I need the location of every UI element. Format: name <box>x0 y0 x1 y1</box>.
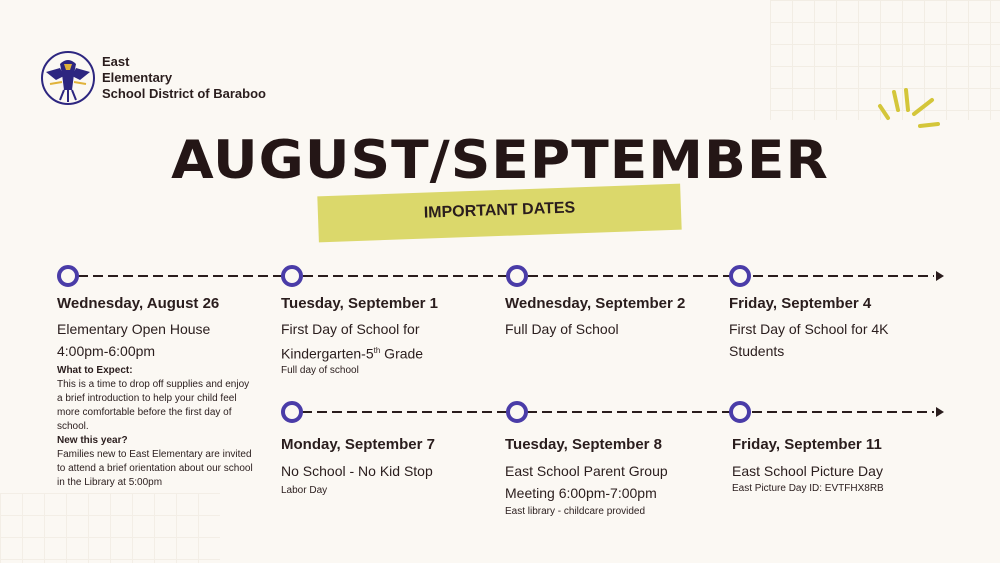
expect-label: What to Expect: <box>57 365 133 376</box>
event-note: East Picture Day ID: EVTFHX8RB <box>732 483 884 494</box>
event-title-line: First Day of School for <box>281 321 420 337</box>
background-grid-bottom <box>0 493 220 563</box>
event-title <box>281 318 423 365</box>
event-title-line: Elementary Open House <box>57 321 211 337</box>
school-name-line2: Elementary <box>102 70 173 85</box>
school-name-line1: East <box>102 54 130 69</box>
event-title-line: 4:00pm-6:00pm <box>57 343 156 359</box>
expect-text: This is a time to drop off supplies and enjoy a brief introduction to help your child feel more comfortable before the first day of school. <box>57 379 250 432</box>
sparkle-icon <box>876 88 942 146</box>
school-name <box>102 54 266 102</box>
event-date: Tuesday, September 8 <box>505 436 663 453</box>
timeline-node <box>283 267 301 285</box>
event-title <box>57 318 210 362</box>
event-note: Labor Day <box>281 485 328 496</box>
new-text: Families new to East Elementary are invited to attend a brief orientation about our school in the Library at 5:00pm <box>57 449 253 488</box>
event-note: Full day of school <box>281 365 359 376</box>
timeline-node <box>59 267 77 285</box>
event-details <box>57 364 257 490</box>
eagle-logo-icon <box>40 50 96 106</box>
page-title: AUGUST/SEPTEMBER <box>171 129 829 191</box>
timeline-node <box>283 403 301 421</box>
timeline-node <box>731 403 749 421</box>
event-title-line: Meeting 6:00pm-7:00pm <box>505 485 657 501</box>
event-title-line: East School Picture Day <box>732 463 883 479</box>
event-date: Tuesday, September 1 <box>281 295 439 312</box>
event-title-line: East School Parent Group <box>505 463 668 479</box>
title-superscript: th <box>373 346 381 355</box>
event-title-line <box>281 340 423 365</box>
event-title <box>729 318 889 362</box>
subtitle-text: IMPORTANT DATES <box>423 199 576 222</box>
new-label: New this year? <box>57 435 128 446</box>
event-title <box>281 460 433 482</box>
event-title <box>505 460 668 504</box>
event-date: Wednesday, September 2 <box>505 295 686 312</box>
event-title-line: Full Day of School <box>505 321 619 337</box>
event-title-line: No School - No Kid Stop <box>281 463 433 479</box>
timeline-node <box>508 403 526 421</box>
event-title-line: First Day of School for 4K <box>729 321 889 337</box>
timeline-node <box>508 267 526 285</box>
title-part: Kindergarten-5 <box>281 345 374 362</box>
event-date: Friday, September 4 <box>729 295 872 312</box>
event-date: Friday, September 11 <box>732 436 882 453</box>
title-part: Grade <box>380 345 424 362</box>
event-title-line: Students <box>729 343 785 359</box>
school-name-line3: School District of Baraboo <box>102 86 266 101</box>
event-date: Wednesday, August 26 <box>57 295 220 312</box>
event-note: East library - childcare provided <box>505 506 646 517</box>
event-date: Monday, September 7 <box>281 436 435 453</box>
event-title <box>732 460 883 482</box>
timeline-node <box>731 267 749 285</box>
event-title <box>505 318 619 340</box>
